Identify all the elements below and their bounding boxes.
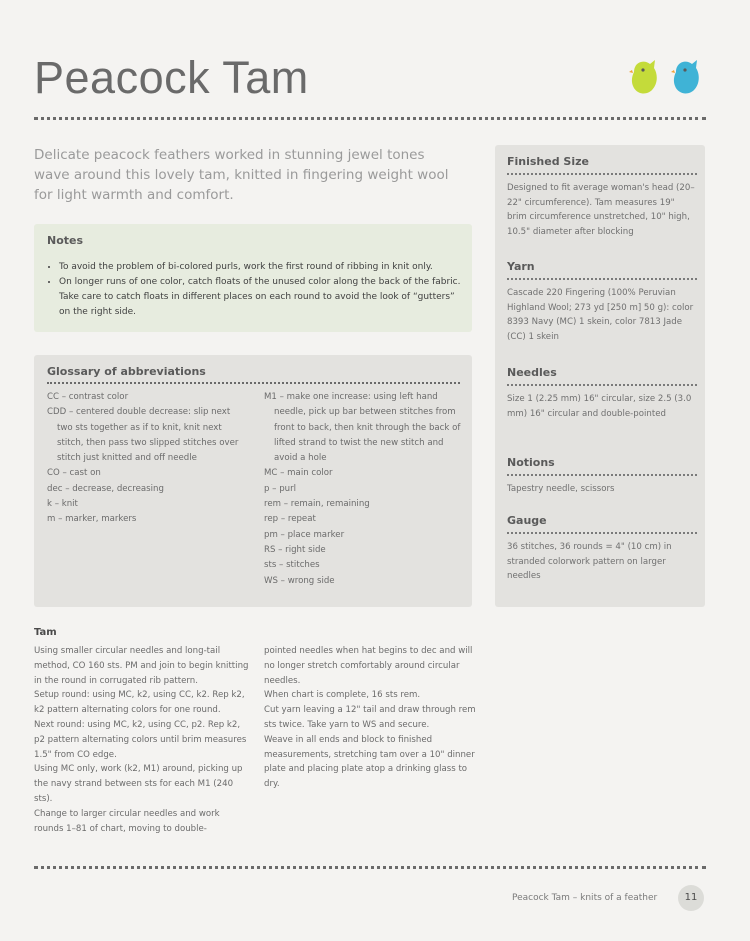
needles-text: Size 1 (2.25 mm) 16" circular, size 2.5 (3.0 mm) 16" circular and double-pointed (507, 394, 692, 419)
tam-instruction: Weave in all ends and block to finished measurements, stretching tam over a 10" dinner plate and placing plate atop a drinking glass to dry. (264, 734, 475, 790)
glossary-entry: RS – right side (264, 544, 326, 555)
glossary-entry: k – knit (47, 499, 78, 510)
glossary-entry: WS – wrong side (264, 575, 335, 586)
header-divider (34, 117, 706, 120)
notes-item: • To avoid the problem of bi-colored purls, work the first round of ribbing in knit only. (59, 260, 464, 275)
birds-icon (628, 54, 708, 104)
gauge-text: 36 stitches, 36 rounds = 4" (10 cm) in stranded colorwork pattern on larger needles (507, 542, 672, 581)
glossary-divider (47, 382, 460, 384)
gauge-title: Gauge (507, 514, 547, 527)
glossary-entry: p – purl (264, 483, 297, 494)
page-title: Peacock Tam (34, 52, 309, 103)
notes-title: Notes (47, 234, 84, 247)
tam-instruction: Cut yarn leaving a 12" tail and draw through rem sts twice. Take yarn to WS and secure. (264, 705, 476, 730)
footer-running-title: Peacock Tam – knits of a feather (512, 893, 658, 903)
notions-title: Notions (507, 456, 555, 469)
yarn-divider (507, 278, 697, 280)
tam-instructions-column-2 (264, 644, 479, 792)
glossary-entry: M1 – make one increase: using left hand needle, pick up bar between stitches from front to back, then knit through the back of lifted strand to twist the new stitch and avoid a hole (264, 392, 461, 464)
intro-text: Delicate peacock feathers worked in stunning jewel tones wave around this lovely tam, knitted in fingering weight wool for light warmth and comfort. (34, 147, 449, 203)
needles-divider (507, 384, 697, 386)
glossary-entry: sts – stitches (264, 560, 320, 571)
footer-divider (34, 866, 706, 869)
needles-title: Needles (507, 366, 557, 379)
glossary-entry: CO – cast on (47, 468, 101, 479)
notes-list (47, 260, 464, 320)
notions-divider (507, 474, 697, 476)
glossary-left-column (47, 390, 247, 528)
glossary-entry: dec – decrease, decreasing (47, 483, 164, 494)
notions-text: Tapestry needle, scissors (507, 484, 615, 494)
glossary-right-column (264, 390, 464, 589)
tam-instruction: Next round: using MC, k2, using CC, p2. Rep k2, p2 pattern alternating colors until brim measures 1.5" from CO edge. (34, 719, 247, 760)
tam-instruction: Using MC only, work (k2, M1) around, picking up the navy strand between sts for each M1 (240 sts). (34, 764, 243, 804)
tam-instruction: When chart is complete, 16 sts rem. (264, 690, 421, 701)
tam-instructions-column-1 (34, 644, 249, 836)
glossary-entry: m – marker, markers (47, 514, 137, 525)
blue-bird-icon (671, 60, 699, 93)
notes-item: • On longer runs of one color, catch floats of the unused color along the back of the fabric. Take care to catch floats in different places on each round to avoid the look of “gutters” on the right side. (59, 275, 464, 320)
glossary-entry: MC – main color (264, 468, 333, 479)
tam-instruction: Using smaller circular needles and long-tail method, CO 160 sts. PM and join to begin knitting in the round in corrugated rib pattern. (34, 646, 249, 686)
finished-size-divider (507, 173, 697, 175)
glossary-entry: CC – contrast color (47, 392, 129, 402)
glossary-title: Glossary of abbreviations (47, 365, 206, 378)
glossary-entry: rep – repeat (264, 514, 316, 525)
finished-size-text: Designed to fit average woman's head (20–22" circumference). Tam measures 19" brim circumference unstretched, 10" high, 10.5" diameter after blocking (507, 183, 695, 237)
glossary-entry: CDD – centered double decrease: slip next two sts together as if to knit, knit next stitch, then pass two slipped stitches over stitch just knitted and off needle (47, 407, 239, 464)
yarn-title: Yarn (507, 260, 535, 273)
tam-instruction: pointed needles when hat begins to dec and will no longer stretch comfortably around circular needles. (264, 646, 473, 686)
tam-instruction: Setup round: using MC, k2, using CC, k2. Rep k2, k2 pattern alternating colors for one round. (34, 690, 245, 716)
green-bird-icon (629, 60, 657, 93)
tam-section-title: Tam (34, 627, 57, 638)
page-number: 11 (678, 885, 704, 911)
tam-instruction: Change to larger circular needles and work rounds 1–81 of chart, moving to double- (34, 808, 220, 834)
glossary-entry: pm – place marker (264, 529, 345, 540)
yarn-text: Cascade 220 Fingering (100% Peruvian Highland Wool; 273 yd [250 m] 50 g): color 8393 Navy (MC) 1 skein, color 7813 Jade (CC) 1 skein (507, 288, 694, 342)
finished-size-title: Finished Size (507, 155, 589, 168)
gauge-divider (507, 532, 697, 534)
glossary-entry: rem – remain, remaining (264, 499, 370, 510)
